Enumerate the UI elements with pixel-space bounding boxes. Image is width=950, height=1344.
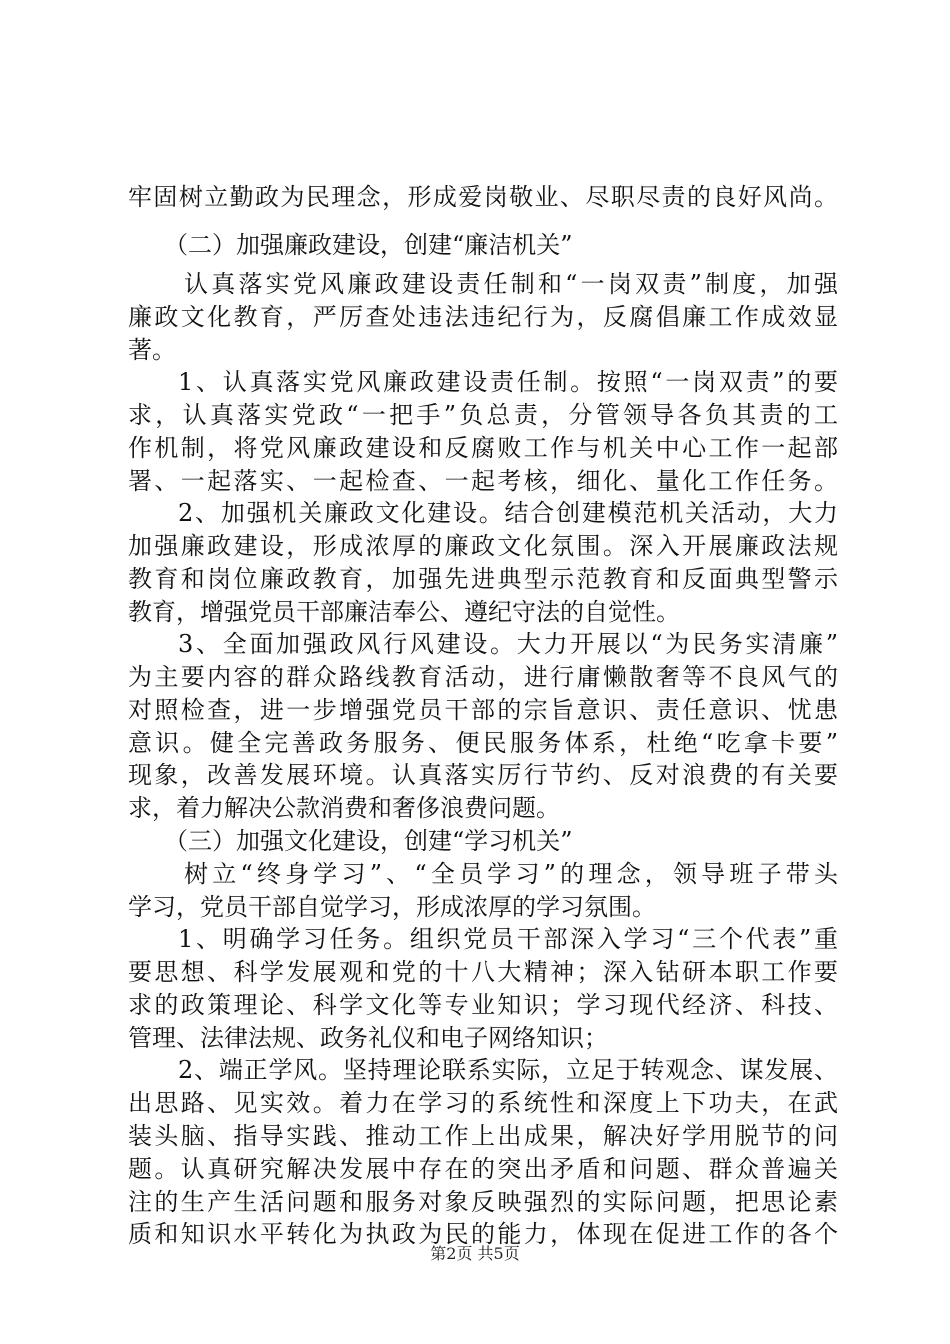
paragraph-line: 求，认真落实党政“一把手”负总责，分管领导各负其责的工: [128, 401, 838, 429]
paragraph-line: 1、认真落实党风廉政建设责任制。按照“一岗双责”的要: [178, 368, 838, 396]
paragraph-line: 教育，增强党员干部廉洁奉公、遵纪守法的自觉性。: [128, 598, 680, 626]
paragraph-line: 树立“终身学习”、“全员学习”的理念，领导班子带头: [184, 860, 838, 888]
paragraph-line: 加强廉政建设，形成浓厚的廉政文化氛围。深入开展廉政法规: [128, 532, 838, 560]
paragraph-line: 现象，改善发展环境。认真落实厉行节约、反对浪费的有关要: [128, 761, 838, 789]
paragraph-line: 牢固树立勤政为民理念，形成爱岗敬业、尽职尽责的良好风尚。: [128, 183, 838, 211]
section-heading: （三）加强文化建设，创建“学习机关”: [164, 827, 573, 855]
paragraph-line: 意识。健全完善政务服务、便民服务体系，杜绝“吃拿卡要”: [128, 729, 838, 757]
paragraph-line: 学习，党员干部自觉学习，形成浓厚的学习氛围。: [128, 893, 656, 921]
paragraph-line: 署、一起落实、一起检查、一起考核，细化、量化工作任务。: [128, 467, 838, 495]
paragraph-line: 作机制，将党风廉政建设和反腐败工作与机关中心工作一起部: [128, 434, 838, 462]
paragraph-line: 注的生产生活问题和服务对象反映强烈的实际问题，把思论素: [128, 1188, 838, 1216]
paragraph-line: 为主要内容的群众路线教育活动，进行庸懒散奢等不良风气的: [128, 663, 838, 691]
paragraph-line: 要思想、科学发展观和党的十八大精神；深入钻研本职工作要: [128, 958, 838, 986]
paragraph-line: 教育和岗位廉政教育，加强先进典型示范教育和反面典型警示: [128, 565, 838, 593]
paragraph-line: 认真落实党风廉政建设责任制和“一岗双责”制度，加强: [184, 270, 838, 298]
paragraph-line: 题。认真研究解决发展中存在的突出矛盾和问题、群众普遍关: [128, 1155, 838, 1183]
paragraph-line: 质和知识水平转化为执政为民的能力，体现在促进工作的各个: [128, 1220, 838, 1248]
section-heading: （二）加强廉政建设，创建“廉洁机关”: [164, 231, 573, 259]
paragraph-line: 对照检查，进一步增强党员干部的宗旨意识、责任意识、忧患: [128, 696, 838, 724]
paragraph-line: 2、端正学风。坚持理论联系实际，立足于转观念、谋发展、: [178, 1056, 838, 1084]
paragraph-line: 2、加强机关廉政文化建设。结合创建模范机关活动，大力: [178, 499, 838, 527]
paragraph-line: 求，着力解决公款消费和奢侈浪费问题。: [128, 794, 560, 822]
paragraph-line: 廉政文化教育，严厉查处违法违纪行为，反腐倡廉工作成效显: [128, 303, 838, 331]
paragraph-line: 3、全面加强政风行风建设。大力开展以“为民务实清廉”: [178, 630, 838, 658]
paragraph-line: 著。: [128, 336, 176, 364]
paragraph-line: 求的政策理论、科学文化等专业知识；学习现代经济、科技、: [128, 991, 838, 1019]
paragraph-line: 管理、法律法规、政务礼仪和电子网络知识；: [128, 1024, 608, 1052]
paragraph-line: 装头脑、指导实践、推动工作上出成果，解决好学用脱节的问: [128, 1122, 838, 1150]
paragraph-line: 1、明确学习任务。组织党员干部深入学习“三个代表”重: [178, 925, 838, 953]
page-number-footer: 第2页 共5页: [430, 1244, 520, 1263]
paragraph-line: 出思路、见实效。着力在学习的系统性和深度上下功夫，在武: [128, 1089, 838, 1117]
